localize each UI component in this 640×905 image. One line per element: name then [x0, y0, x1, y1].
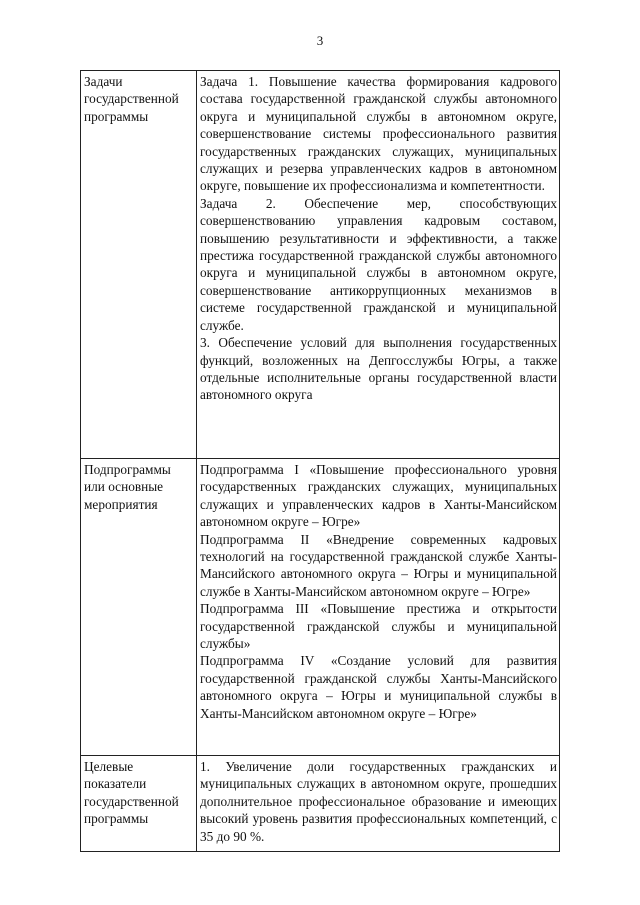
task-1-text: Задача 1. Повышение качества формирования кадрового состава государственной гражданской службы автономного округа и муниципальной службы в автономном округе, совершенствование системы профессионального развития государственных гражданских служащих, муниципальных служащих и резерва управленческих кадров в автономном округе, повышение их профессионализма и компетентности. [200, 74, 557, 194]
subprogram-1-text: Подпрограмма I «Повышение профессионального уровня государственных гражданских служащих, муниципальных служащих и управленческих кадров в Ханты-Мансийском автономном округе – Югре» [200, 462, 557, 530]
subprogram-3-text: Подпрограмма III «Повышение престижа и открытости государственной гражданской службы и муниципальной службы» [200, 601, 557, 652]
row-label-tasks: Задачи государственной программы [81, 71, 197, 459]
row-label-subprograms: Подпрограммы или основные мероприятия [81, 459, 197, 756]
page-number: 3 [316, 33, 324, 48]
task-2-text: Задача 2. Обеспечение мер, способствующих совершенствованию управления кадровым составом, повышению результативности и эффективности, а также престижа государственной гражданской службы автономного округа и муниципальной службы в автономном округе, совершенствование антикоррупционных механизмов в системе государственной гражданской и муниципальной службе. [200, 195, 557, 333]
row-content-subprograms [197, 459, 560, 756]
row-content-indicators [197, 756, 560, 852]
indicator-1-text: 1. Увеличение доли государственных гражданских и муниципальных служащих в автономном округе, прошедших дополнительное профессиональное образование и имеющих высокий уровень развития профессиональных компетенций, с 35 до 90 %. [200, 759, 557, 844]
task-3-text: 3. Обеспечение условий для выполнения государственных функций, возложенных на Депгосслужбы Югры, а также отдельные исполнительные органы государственной власти автономного округа [200, 335, 557, 403]
table-row-indicators [81, 756, 560, 852]
program-passport-table [80, 70, 560, 852]
subprogram-2-text: Подпрограмма II «Внедрение современных кадровых технологий на государственной гражданской службе Ханты-Мансийского автономного округа – Югры и муниципальной службе в Ханты-Мансийском автономном округе – Югре» [200, 531, 557, 599]
table-row-subprograms [81, 459, 560, 756]
table-row-tasks [81, 71, 560, 459]
subprogram-4-text: Подпрограмма IV «Создание условий для развития государственной гражданской службы Ханты-Мансийского автономного округа – Югры и муниципальной службы в Ханты-Мансийском автономном округе – Югре» [200, 653, 557, 721]
row-label-indicators: Целевые показатели государственной программы [81, 756, 197, 852]
row-content-tasks [197, 71, 560, 459]
